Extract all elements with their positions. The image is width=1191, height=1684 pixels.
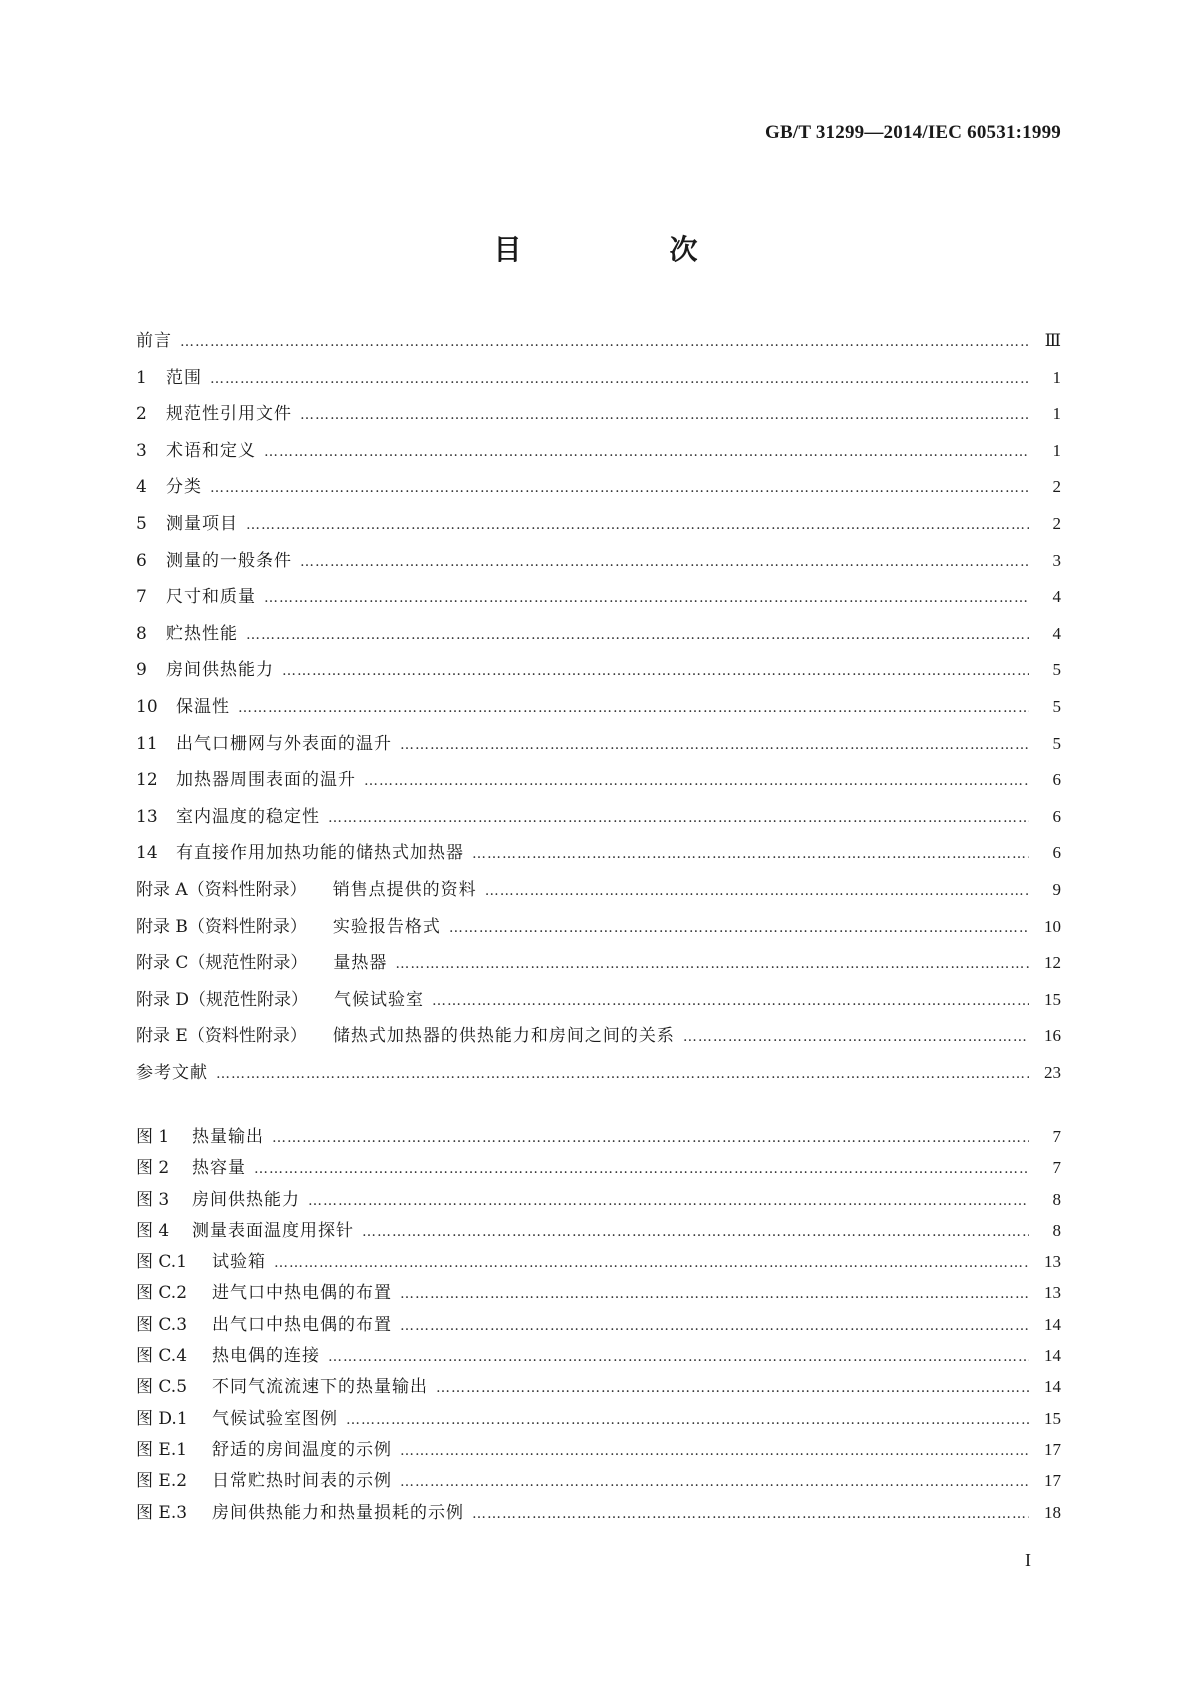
figure-number: 图 1 bbox=[136, 1127, 170, 1147]
dot-leader bbox=[362, 1224, 1029, 1240]
toc-entry-number: 12 bbox=[136, 770, 158, 791]
figure-number: 图 E.3 bbox=[136, 1502, 188, 1523]
toc-entry-label: 储热式加热器的供热能力和房间之间的关系 bbox=[332, 1026, 675, 1047]
toc-entry-label: 气候试验室 bbox=[334, 989, 425, 1010]
figure-number: 图 C.1 bbox=[136, 1252, 188, 1273]
figure-page: 7 bbox=[1052, 1127, 1061, 1146]
toc-entry-preface[interactable] bbox=[136, 326, 1061, 363]
toc-entry-page: 2 bbox=[1052, 513, 1061, 533]
figure-entry[interactable] bbox=[136, 1216, 1061, 1247]
dot-leader bbox=[400, 1318, 1029, 1334]
figure-entry[interactable] bbox=[136, 1466, 1061, 1497]
toc-entry-number: 4 bbox=[136, 477, 147, 498]
figure-number: 图 C.4 bbox=[136, 1346, 188, 1367]
toc-entry-page: 6 bbox=[1052, 806, 1061, 826]
figure-page: 18 bbox=[1044, 1502, 1061, 1522]
figure-label: 试验箱 bbox=[212, 1252, 266, 1273]
toc-entry-page: 12 bbox=[1044, 953, 1061, 973]
toc-entry-number: 6 bbox=[136, 550, 147, 571]
dot-leader bbox=[436, 1380, 1029, 1396]
dot-leader bbox=[246, 517, 1029, 533]
dot-leader bbox=[395, 956, 1029, 972]
toc-entry-page: 9 bbox=[1052, 879, 1061, 899]
toc-entry-label: 出气口栅网与外表面的温升 bbox=[176, 733, 392, 754]
toc-entry-label: 范围 bbox=[166, 367, 202, 388]
toc-entry-3[interactable] bbox=[136, 436, 1061, 473]
figure-label: 日常贮热时间表的示例 bbox=[212, 1471, 392, 1492]
toc-entry-4[interactable] bbox=[136, 472, 1061, 509]
dot-leader bbox=[282, 663, 1029, 679]
toc-entry-label: 分类 bbox=[166, 477, 202, 498]
toc-entry-page: 3 bbox=[1052, 550, 1061, 570]
dot-leader bbox=[485, 883, 1029, 899]
figure-label: 热电偶的连接 bbox=[212, 1346, 320, 1367]
toc-entry-annex-a[interactable] bbox=[136, 875, 1061, 912]
dot-leader bbox=[328, 810, 1029, 826]
figure-label: 房间供热能力 bbox=[192, 1189, 300, 1210]
toc-entry-page: 16 bbox=[1044, 1026, 1061, 1046]
toc-entry-number: 7 bbox=[136, 587, 147, 608]
toc-entry-7[interactable] bbox=[136, 582, 1061, 619]
toc-annex-number: 附录 D（规范性附录） bbox=[136, 989, 309, 1010]
toc-entry-2[interactable] bbox=[136, 399, 1061, 436]
figure-entry[interactable] bbox=[136, 1498, 1061, 1529]
figure-page: 14 bbox=[1044, 1377, 1061, 1397]
toc-entry-6[interactable] bbox=[136, 546, 1061, 583]
toc-annex-number: 附录 C（规范性附录） bbox=[136, 953, 308, 974]
toc-entry-number: 13 bbox=[136, 806, 158, 827]
dot-leader bbox=[216, 1066, 1029, 1082]
toc-entry-5[interactable] bbox=[136, 509, 1061, 546]
figure-label: 测量表面温度用探针 bbox=[192, 1220, 354, 1241]
figure-number: 图 C.5 bbox=[136, 1377, 188, 1398]
toc-entry-number: 10 bbox=[136, 696, 158, 717]
figure-page: 17 bbox=[1044, 1439, 1061, 1459]
toc-entry-page: 4 bbox=[1052, 623, 1061, 643]
dot-leader bbox=[328, 1349, 1029, 1365]
toc-entry-label: 室内温度的稳定性 bbox=[176, 806, 320, 827]
figure-entry[interactable] bbox=[136, 1278, 1061, 1309]
figure-page: 8 bbox=[1052, 1189, 1061, 1209]
toc-entry-label: 参考文献 bbox=[136, 1062, 208, 1083]
dot-leader bbox=[400, 1474, 1029, 1490]
toc-entry-label: 术语和定义 bbox=[166, 440, 256, 461]
figure-entry[interactable] bbox=[136, 1372, 1061, 1403]
toc-entry-page: 4 bbox=[1052, 587, 1061, 607]
toc-entry-label: 规范性引用文件 bbox=[166, 404, 292, 425]
toc-entry-label: 保温性 bbox=[176, 696, 230, 717]
figure-page: 14 bbox=[1044, 1346, 1061, 1366]
figure-page: 14 bbox=[1044, 1314, 1061, 1334]
figure-entry[interactable] bbox=[136, 1341, 1061, 1372]
figure-page: 7 bbox=[1052, 1158, 1061, 1178]
dot-leader bbox=[300, 554, 1029, 570]
toc-entry-14[interactable] bbox=[136, 838, 1061, 875]
dot-leader bbox=[432, 993, 1029, 1009]
toc-entry-label: 尺寸和质量 bbox=[166, 587, 256, 608]
table-of-contents bbox=[136, 326, 1061, 1094]
figure-number: 图 C.3 bbox=[136, 1314, 188, 1335]
figure-page: 13 bbox=[1044, 1283, 1061, 1303]
dot-leader bbox=[274, 1255, 1029, 1271]
toc-entry-page: 6 bbox=[1052, 843, 1061, 863]
figure-label: 热容量 bbox=[192, 1158, 246, 1179]
dot-leader bbox=[364, 773, 1029, 789]
toc-entry-label: 加热器周围表面的温升 bbox=[176, 770, 356, 791]
dot-leader bbox=[683, 1029, 1029, 1045]
toc-annex-number: 附录 E（资料性附录） bbox=[136, 1026, 307, 1047]
toc-entry-label: 测量项目 bbox=[166, 513, 238, 534]
figure-page: 13 bbox=[1044, 1252, 1061, 1272]
figure-number: 图 C.2 bbox=[136, 1283, 188, 1304]
figure-entry[interactable] bbox=[136, 1153, 1061, 1184]
toc-entry-label: 量热器 bbox=[333, 953, 388, 974]
figure-number: 图 D.1 bbox=[136, 1408, 188, 1429]
dot-leader bbox=[180, 334, 1029, 350]
dot-leader bbox=[254, 1161, 1029, 1177]
figure-number: 图 3 bbox=[136, 1189, 170, 1210]
toc-entry-page: 5 bbox=[1052, 733, 1061, 753]
toc-entry-label: 销售点提供的资料 bbox=[332, 879, 477, 900]
toc-entry-12[interactable] bbox=[136, 765, 1061, 802]
toc-entry-page: 10 bbox=[1044, 916, 1061, 936]
toc-entry-number: 9 bbox=[136, 660, 147, 681]
dot-leader bbox=[346, 1412, 1029, 1428]
toc-entry-label: 前言 bbox=[136, 331, 172, 351]
toc-entry-number: 5 bbox=[136, 513, 147, 534]
toc-entry-page: 5 bbox=[1052, 660, 1061, 680]
toc-entry-number: 2 bbox=[136, 404, 147, 425]
figure-label: 出气口中热电偶的布置 bbox=[212, 1314, 392, 1335]
figure-label: 舒适的房间温度的示例 bbox=[212, 1439, 392, 1460]
figure-label: 热量输出 bbox=[192, 1127, 264, 1147]
dot-leader bbox=[400, 737, 1029, 753]
toc-entry-page: 6 bbox=[1052, 770, 1061, 790]
dot-leader bbox=[449, 920, 1029, 936]
toc-entry-10[interactable] bbox=[136, 692, 1061, 729]
dot-leader bbox=[400, 1286, 1029, 1302]
figure-entry[interactable] bbox=[136, 1122, 1061, 1153]
figure-label: 房间供热能力和热量损耗的示例 bbox=[212, 1502, 464, 1523]
figure-number: 图 E.2 bbox=[136, 1471, 188, 1492]
toc-entry-annex-c[interactable] bbox=[136, 948, 1061, 985]
dot-leader bbox=[210, 480, 1029, 496]
dot-leader bbox=[400, 1443, 1029, 1459]
toc-entry-8[interactable] bbox=[136, 619, 1061, 656]
toc-annex-number: 附录 B（资料性附录） bbox=[136, 916, 307, 937]
page-number: I bbox=[1025, 1550, 1031, 1570]
list-of-figures bbox=[136, 1122, 1061, 1529]
toc-entry-number: 1 bbox=[136, 367, 147, 388]
figure-entry[interactable] bbox=[136, 1310, 1061, 1341]
dot-leader bbox=[238, 700, 1029, 716]
toc-entry-annex-b[interactable] bbox=[136, 912, 1061, 949]
toc-entry-page: 1 bbox=[1052, 404, 1061, 424]
figure-entry[interactable] bbox=[136, 1247, 1061, 1278]
figure-label: 气候试验室图例 bbox=[212, 1408, 338, 1429]
toc-entry-13[interactable] bbox=[136, 802, 1061, 839]
figure-page: 8 bbox=[1052, 1220, 1061, 1240]
toc-entry-page: 1 bbox=[1052, 367, 1061, 387]
toc-entry-page: Ⅲ bbox=[1044, 331, 1061, 350]
toc-entry-page: 15 bbox=[1044, 989, 1061, 1009]
toc-entry-annex-e[interactable] bbox=[136, 1021, 1061, 1058]
figure-entry[interactable] bbox=[136, 1404, 1061, 1435]
toc-entry-label: 房间供热能力 bbox=[166, 660, 274, 681]
dot-leader bbox=[246, 627, 1029, 643]
dot-leader bbox=[264, 444, 1029, 460]
toc-entry-page: 2 bbox=[1052, 477, 1061, 497]
figure-entry[interactable] bbox=[136, 1435, 1061, 1466]
figure-number: 图 4 bbox=[136, 1220, 170, 1241]
toc-entry-label: 测量的一般条件 bbox=[166, 550, 292, 571]
toc-entry-references[interactable] bbox=[136, 1058, 1061, 1095]
toc-entry-number: 8 bbox=[136, 623, 147, 644]
toc-entry-number: 3 bbox=[136, 440, 147, 461]
dot-leader bbox=[300, 407, 1029, 423]
toc-entry-11[interactable] bbox=[136, 729, 1061, 766]
toc-entry-page: 23 bbox=[1044, 1062, 1061, 1082]
dot-leader bbox=[272, 1130, 1029, 1146]
toc-entry-number: 11 bbox=[136, 733, 158, 754]
dot-leader bbox=[264, 590, 1029, 606]
figure-entry[interactable] bbox=[136, 1185, 1061, 1216]
dot-leader bbox=[472, 1506, 1029, 1522]
toc-entry-label: 有直接作用加热功能的储热式加热器 bbox=[176, 843, 464, 864]
toc-entry-9[interactable] bbox=[136, 655, 1061, 692]
toc-entry-label: 贮热性能 bbox=[166, 623, 238, 644]
figure-page: 17 bbox=[1044, 1471, 1061, 1491]
toc-entry-annex-d[interactable] bbox=[136, 985, 1061, 1022]
standard-code-header: GB/T 31299—2014/IEC 60531:1999 bbox=[765, 122, 1061, 143]
figure-number: 图 E.1 bbox=[136, 1439, 188, 1460]
figure-label: 进气口中热电偶的布置 bbox=[212, 1283, 392, 1304]
toc-annex-number: 附录 A（资料性附录） bbox=[136, 879, 307, 900]
toc-entry-page: 1 bbox=[1052, 440, 1061, 460]
page-title: 目 次 bbox=[493, 233, 758, 266]
toc-entry-number: 14 bbox=[136, 843, 158, 864]
figure-label: 不同气流流速下的热量输出 bbox=[212, 1377, 428, 1398]
dot-leader bbox=[472, 846, 1029, 862]
dot-leader bbox=[210, 371, 1029, 387]
toc-entry-label: 实验报告格式 bbox=[332, 916, 441, 937]
figure-page: 15 bbox=[1044, 1408, 1061, 1428]
dot-leader bbox=[308, 1193, 1029, 1209]
toc-entry-page: 5 bbox=[1052, 696, 1061, 716]
toc-entry-1[interactable] bbox=[136, 363, 1061, 400]
figure-number: 图 2 bbox=[136, 1158, 170, 1179]
